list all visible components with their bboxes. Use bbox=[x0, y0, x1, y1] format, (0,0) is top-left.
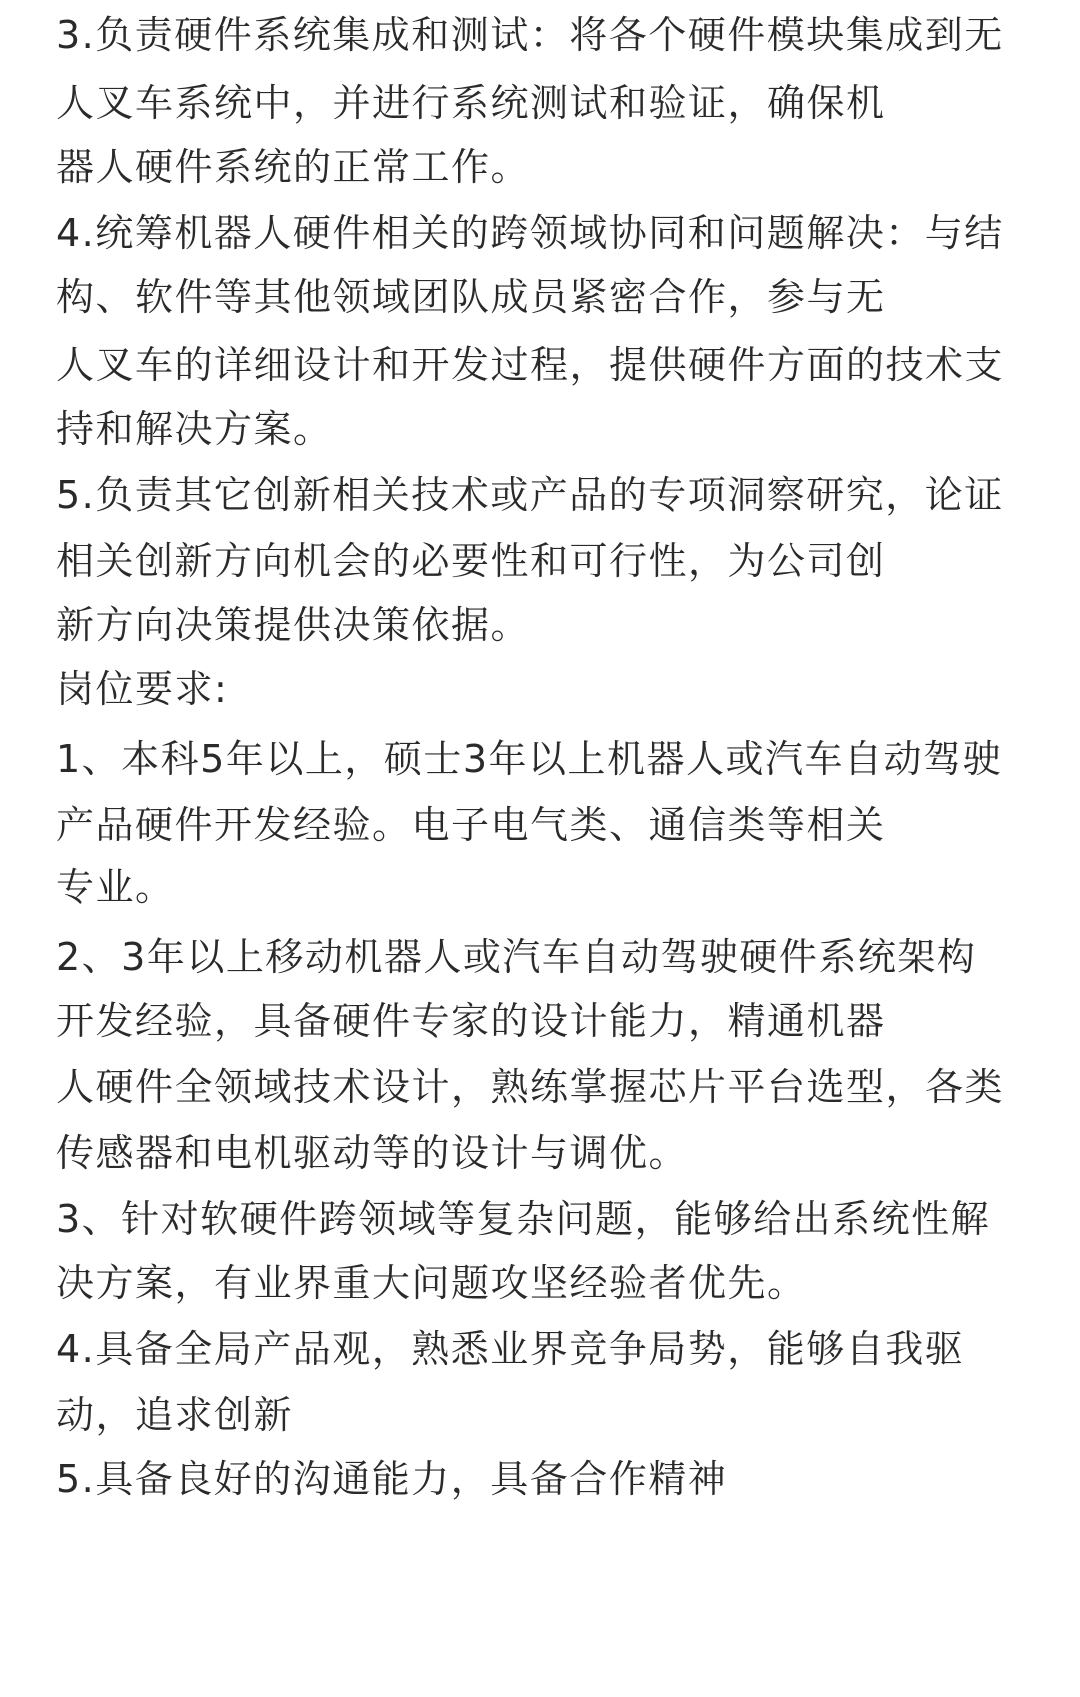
text-line: 人叉车的详细设计和开发过程，提供硬件方面的技术支 bbox=[56, 343, 1005, 387]
text-line: 2、3年以上移动机器人或汽车自动驾驶硬件系统架构 bbox=[56, 935, 977, 979]
text-line: 产品硬件开发经验。电子电气类、通信类等相关 bbox=[56, 803, 886, 847]
text-line: 持和解决方案。 bbox=[56, 407, 333, 451]
section-heading: 岗位要求: bbox=[56, 667, 229, 711]
text-line: 新方向决策提供决策依据。 bbox=[56, 603, 531, 647]
text-line: 传感器和电机驱动等的设计与调优。 bbox=[56, 1131, 689, 1175]
text-line: 人叉车系统中，并进行系统测试和验证，确保机 bbox=[56, 81, 886, 125]
text-line: 3.负责硬件系统集成和测试：将各个硬件模块集成到无 bbox=[56, 13, 1004, 57]
text-line: 动，追求创新 bbox=[56, 1393, 294, 1437]
text-line: 1、本科5年以上，硕士3年以上机器人或汽车自动驾驶 bbox=[56, 737, 1003, 781]
text-line: 4.统筹机器人硬件相关的跨领域协同和问题解决：与结 bbox=[56, 211, 1004, 255]
text-line: 5.具备良好的沟通能力，具备合作精神 bbox=[56, 1457, 728, 1501]
text-line: 构、软件等其他领域团队成员紧密合作，参与无 bbox=[56, 275, 886, 319]
text-line: 专业。 bbox=[56, 865, 175, 909]
text-line: 5.负责其它创新相关技术或产品的专项洞察研究，论证 bbox=[56, 473, 1004, 517]
text-line: 人硬件全领域技术设计，熟练掌握芯片平台选型，各类 bbox=[56, 1065, 1005, 1109]
text-line: 4.具备全局产品观，熟悉业界竞争局势，能够自我驱 bbox=[56, 1327, 965, 1371]
text-line: 开发经验，具备硬件专家的设计能力，精通机器 bbox=[56, 999, 886, 1043]
text-line: 3、针对软硬件跨领域等复杂问题，能够给出系统性解 bbox=[56, 1197, 991, 1241]
text-line: 决方案，有业界重大问题攻坚经验者优先。 bbox=[56, 1261, 807, 1305]
text-line: 相关创新方向机会的必要性和可行性，为公司创 bbox=[56, 539, 886, 583]
text-line: 器人硬件系统的正常工作。 bbox=[56, 145, 531, 189]
